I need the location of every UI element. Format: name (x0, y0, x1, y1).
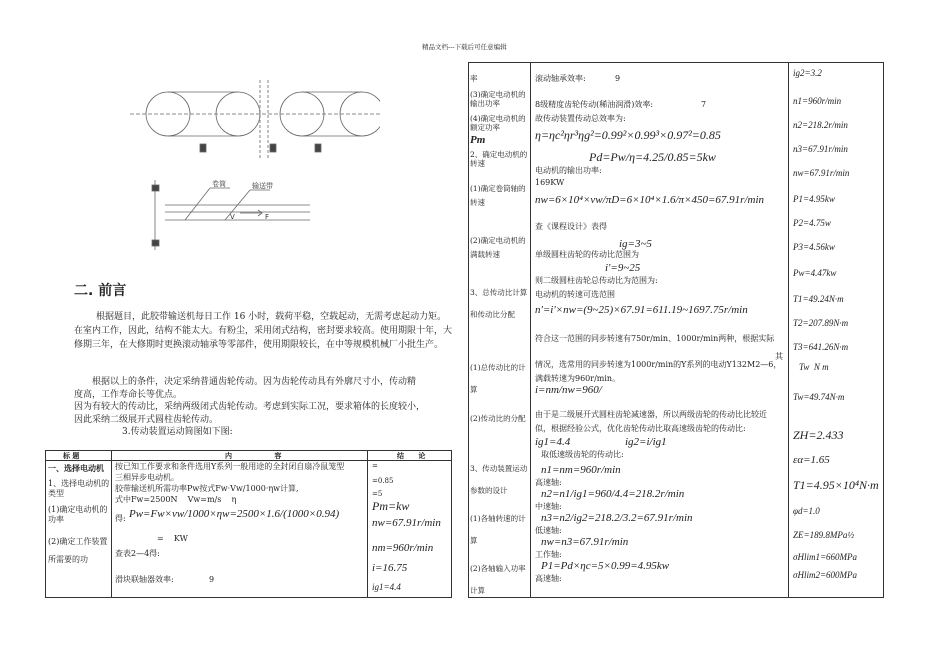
content-line: 7 (701, 100, 707, 109)
conveyor-drum-diagram (130, 80, 380, 260)
content-line: 8级精度齿轮传动(稀油润滑)效率: (535, 100, 654, 109)
p2-line: 因此采纳二级展开式圆柱齿轮传动。 (74, 414, 219, 425)
result-item: ZE=189.8MPa½ (793, 530, 855, 540)
equation-n2: n2=n1/ig1=960/4.4=218.2r/min (541, 488, 685, 500)
side-label: (1)各轴转速的计算 (470, 514, 526, 545)
result-item: σHlim2=600MPa (793, 570, 858, 580)
content-line: 低速轴: (535, 526, 562, 535)
content-line: 高速轴: (535, 574, 562, 583)
preface-paragraph-1: 根据题目，此胶带输送机每日工作 16 小时，载荷平稳，空载起动，无需考虑起动力矩。在室内工作，因此，结构不能太大。有粉尘，采用闭式结构，密封要求较高。使用期限十年，大修期三年，在大修期时更换滚动轴承等零部件，使用期限较长，在中等规模机械厂小批生产。 (74, 312, 453, 350)
result-item: ZH=2.433 (793, 428, 844, 442)
result-item: Pw=4.47kw (793, 268, 837, 278)
table1-result-col (372, 462, 450, 597)
equation-n-range: n'=i'×nw=(9~25)×67.91=611.19~1697.75r/min (535, 304, 748, 316)
result-item: εα=1.65 (793, 454, 830, 466)
content-line: 胶带输送机所需功率Pw按式Fw·Vw/1000·ηw计算, (115, 484, 299, 493)
equation-n1: n1=nm=960r/min (541, 464, 621, 476)
content-line: 169KW (535, 178, 565, 187)
result-item: n3=67.91r/min (793, 144, 848, 154)
content-line: 9 (209, 575, 215, 584)
table2-result-col (793, 62, 881, 598)
p2-line: 因为有较大的传动比，采纳两级闭式齿轮传动。考虑到实际工况，要求箱体的长度较小， (74, 402, 426, 412)
result-item: ig2=3.2 (793, 68, 822, 78)
content-line: 符合这一范围的同步转速有750r/min、1000r/min两种，根据实际 (535, 334, 775, 343)
result-item: T3=641.26N·m (793, 342, 849, 352)
equation-p1: P1=Pd×ηc=5×0.99=4.95kw (541, 560, 670, 572)
side-label: 3、传动装置运动参数的设计 (470, 464, 528, 495)
table1-header-title: 标 题 (63, 451, 80, 460)
result-item: Tw N m (799, 362, 829, 372)
table1-header-content: 内 容 (225, 451, 302, 460)
result-item: = (372, 462, 378, 470)
equation-pw: Pw=Fw×vw/1000×ηw=2500×1.6/(1000×0.94) (129, 508, 340, 520)
page-header-note: 精品文档---下载后可任意编辑 (422, 43, 507, 51)
result-item: n1=960r/min (793, 96, 842, 106)
content-line: 情况，选常用的同步转速为1000r/min的Y系列的电动Y132M2—6， (535, 360, 782, 369)
result-item: T1=49.24N·m (793, 294, 844, 304)
content-line: 则二级圆柱齿轮总传动比为范围为: (535, 276, 658, 285)
content-line: 得: (115, 514, 126, 523)
label-belt: 输送带 (252, 182, 273, 190)
content-line: 式中Fw=2500N Vw=m/s η (115, 495, 237, 504)
result-item: σHlim1=660MPa (793, 552, 858, 562)
row-label: 一、选择电动机 (48, 463, 104, 473)
result-item: P2=4.75w (793, 218, 831, 228)
side-label: (4)确定电动机的额定功率 (470, 114, 526, 132)
equation-nw-work: nw=n3=67.91r/min (541, 536, 629, 548)
result-item: nm=960r/min (372, 542, 434, 554)
table1 (45, 450, 452, 598)
row-label: (1)确定电动机的功率 (48, 505, 108, 524)
equation-pd: Pd=Pw/η=4.25/0.85=5kw (589, 150, 716, 164)
result-item: T1=4.95×10⁴N·m (793, 478, 879, 492)
side-label: (3)确定电动机的输出功率 (470, 90, 526, 108)
result-item: T2=207.89N·m (793, 318, 849, 328)
equation-nw: nw=6×10⁴×vw/πD=6×10⁴×1.6/π×450=67.91r/min (535, 194, 765, 206)
content-line: 中速轴: (535, 502, 562, 511)
preface-paragraph-2 (74, 376, 464, 439)
result-item: =0.85 (372, 477, 394, 485)
content-line: 电动机的输出功率: (535, 166, 602, 175)
result-item: n2=218.2r/min (793, 120, 848, 130)
content-line: 其 (775, 352, 783, 361)
equation-i-range: i'=9~25 (605, 262, 641, 274)
result-item: i=16.75 (372, 562, 408, 574)
content-line: 工作轴: (535, 550, 562, 559)
result-item: P1=4.95kw (793, 194, 835, 204)
table2-content-col (535, 62, 787, 598)
table2 (468, 62, 884, 598)
p2-line: 3.传动装置运动简图如下图: (122, 427, 233, 437)
row-label: 1、选择电动机的类型 (48, 479, 110, 498)
side-label: (1)总传动比的计算 (470, 363, 526, 394)
equation-ig1: ig1=4.4 (535, 436, 571, 448)
table1-header-result: 结 论 (397, 451, 432, 460)
side-label: (2)各轴输入功率计算 (470, 564, 526, 595)
result-item: Tw=49.74N·m (793, 392, 845, 402)
table2-left-col (470, 62, 530, 598)
side-label: Pm (470, 134, 486, 146)
equation-n3: n3=n2/ig2=218.2/3.2=67.91r/min (541, 512, 693, 524)
content-line: 由于是二级展开式圆柱齿轮减速器，所以两级齿轮的传动比比较近 (535, 410, 767, 419)
content-line: 滑块联轴器效率: (115, 575, 174, 584)
result-item: ig1=4.4 (372, 582, 401, 592)
content-line: 查《课程设计》表得 (535, 222, 607, 231)
preface-heading: 二. 前言 (74, 283, 127, 299)
content-line: 滚动轴承效率: (535, 74, 586, 83)
side-label: (2)传动比的分配 (470, 414, 526, 423)
side-label: (1)确定卷筒轴的转速 (470, 184, 526, 207)
label-drum: 卷筒 (212, 180, 226, 188)
side-label: 率 (470, 74, 478, 83)
label-f: F (265, 213, 270, 221)
content-line: 三相异步电动机。 (115, 473, 179, 482)
content-line: 单级圆柱齿轮的传动比范围为 (535, 250, 639, 259)
result-item: nw=67.91r/min (372, 517, 441, 529)
content-line: 满载转速为960r/min。 (535, 374, 621, 383)
content-line: 似，根据经验公式，优化齿轮传动比取高速级齿轮的传动比: (535, 424, 746, 433)
p2-line: 根据以上的条件，决定采纳普通齿轮传动。因为齿轮传动具有外廓尺寸小，传动精 (92, 377, 417, 387)
content-line: 按已知工作要求和条件选用Y系列一般用途的全封闭自扇冷鼠笼型 (115, 462, 345, 471)
content-line: 取低速级齿轮的传动比: (541, 450, 624, 459)
result-item: Pm=kw (372, 499, 410, 513)
content-line: = KW (157, 534, 188, 543)
content-line: 高速轴: (535, 478, 562, 487)
equation-eta: η=ηc²ηr³ηg²=0.99²×0.99³×0.97²=0.85 (535, 128, 721, 142)
content-line: 故传动装置传动总效率为: (535, 114, 626, 123)
side-label: (2)确定电动机的满载转速 (470, 236, 526, 259)
equation-ig: ig=3~5 (619, 238, 652, 250)
content-line: 查表2—4得: (115, 549, 160, 558)
result-item: =5 (372, 490, 383, 498)
content-line: 9 (615, 74, 621, 83)
content-line: 电动机的转速可选范围 (535, 290, 615, 299)
side-label: 2、确定电动机的转速 (470, 150, 528, 168)
p2-line: 度高，工作寿命长等优点。 (74, 389, 183, 400)
row-label: (2)确定工作装置所需要的功 (48, 537, 108, 564)
table1-left-col (48, 463, 110, 569)
equation-ig2: ig2=i/ig1 (625, 436, 667, 448)
result-item: P3=4.56kw (793, 242, 835, 252)
label-v: V (230, 213, 235, 221)
result-item: nw=67.91r/min (793, 168, 850, 178)
equation-i-total: i=nm/nw=960/ (535, 384, 602, 396)
result-item: φd=1.0 (793, 506, 820, 516)
side-label: 3、总传动比计算和传动比分配 (470, 288, 528, 319)
